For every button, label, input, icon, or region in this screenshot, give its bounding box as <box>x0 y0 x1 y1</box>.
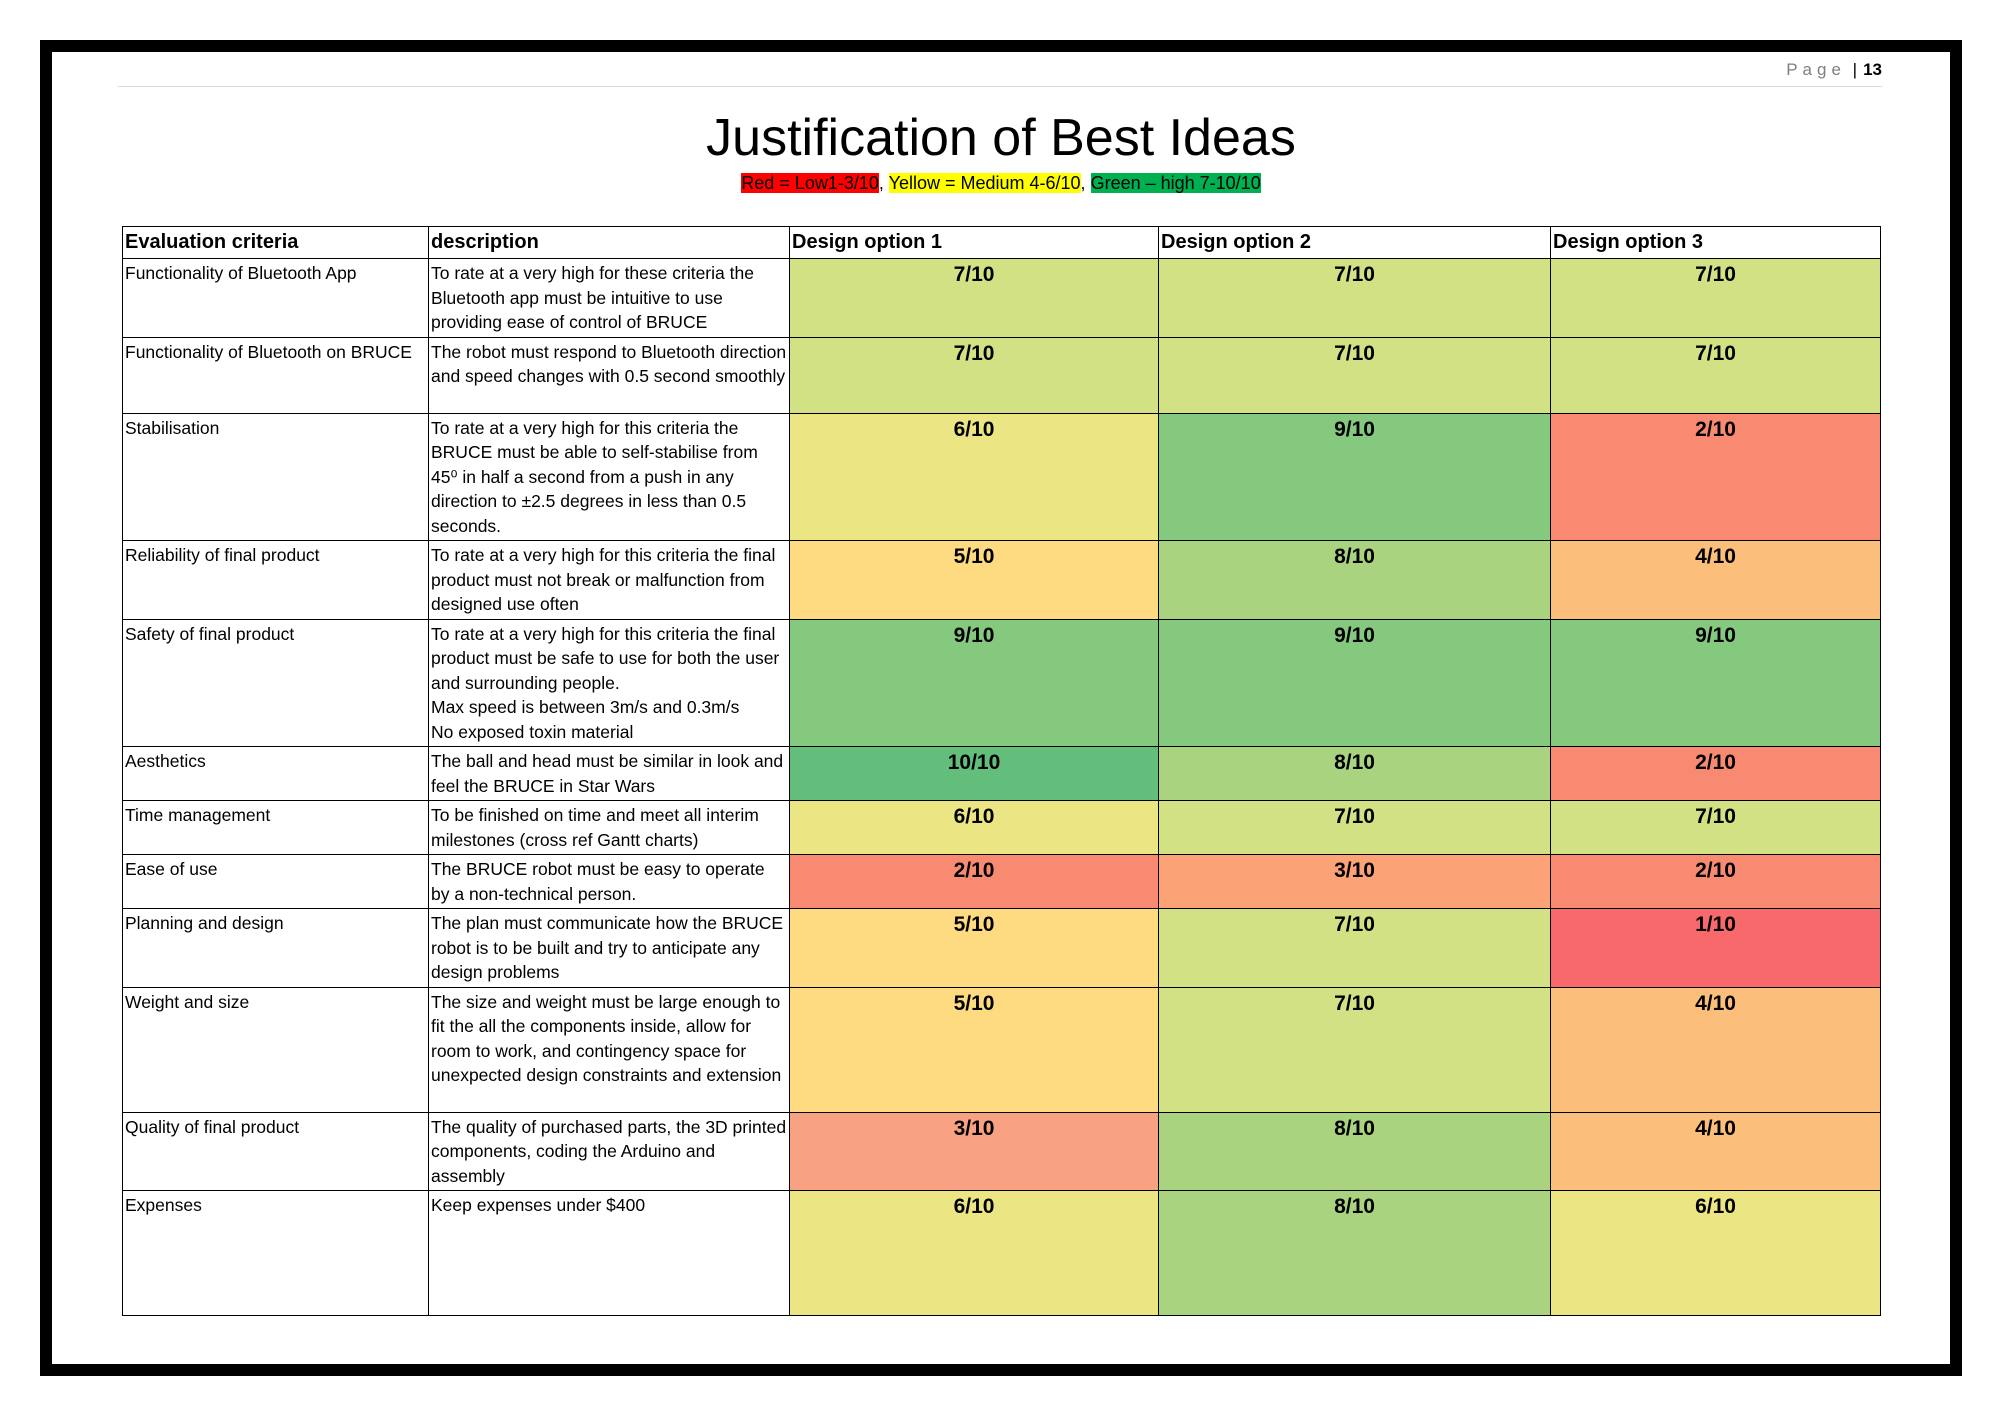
score-cell-option-1: 6/10 <box>790 413 1159 541</box>
criteria-cell: Expenses <box>123 1191 429 1316</box>
legend-comma-1: , <box>878 173 884 193</box>
criteria-cell: Aesthetics <box>123 747 429 801</box>
score-cell-option-1: 7/10 <box>790 259 1159 338</box>
evaluation-table <box>122 226 1881 1316</box>
table-row <box>123 619 1881 747</box>
description-cell: To rate at a very high for this criteria the final product must not break or malfunction from designed use often <box>429 541 790 620</box>
score-cell-option-1: 6/10 <box>790 1191 1159 1316</box>
score-cell-option-2: 8/10 <box>1159 541 1551 620</box>
color-legend <box>0 173 2002 194</box>
score-cell-option-3: 9/10 <box>1551 619 1881 747</box>
score-cell-option-3: 4/10 <box>1551 987 1881 1112</box>
legend-comma-2: , <box>1080 173 1086 193</box>
score-cell-option-1: 10/10 <box>790 747 1159 801</box>
score-cell-option-3: 4/10 <box>1551 541 1881 620</box>
criteria-cell: Functionality of Bluetooth App <box>123 259 429 338</box>
score-cell-option-2: 7/10 <box>1159 987 1551 1112</box>
score-cell-option-2: 7/10 <box>1159 801 1551 855</box>
table-row <box>123 541 1881 620</box>
score-cell-option-2: 7/10 <box>1159 259 1551 338</box>
criteria-cell: Safety of final product <box>123 619 429 747</box>
description-cell: To rate at a very high for this criteria the BRUCE must be able to self-stabilise from 45⁰ in half a second from a push in any direction to ±2.5 degrees in less than 0.5 seconds. <box>429 413 790 541</box>
description-cell: The size and weight must be large enough to fit the all the components inside, allow for room to work, and contingency space for unexpected design constraints and extension <box>429 987 790 1112</box>
table-row <box>123 1191 1881 1316</box>
table-row <box>123 747 1881 801</box>
table-row <box>123 1112 1881 1191</box>
header-design-option-2: Design option 2 <box>1159 227 1551 259</box>
description-cell: To be finished on time and meet all interim milestones (cross ref Gantt charts) <box>429 801 790 855</box>
legend-yellow: Yellow = Medium 4-6/10 <box>888 173 1081 193</box>
score-cell-option-2: 7/10 <box>1159 337 1551 413</box>
page-separator: | <box>1852 60 1858 79</box>
table-row <box>123 987 1881 1112</box>
score-cell-option-3: 7/10 <box>1551 801 1881 855</box>
description-cell: The BRUCE robot must be easy to operate by a non-technical person. <box>429 855 790 909</box>
legend-red: Red = Low1-3/10 <box>741 173 879 193</box>
legend-green: Green – high 7-10/10 <box>1090 173 1261 193</box>
table-row <box>123 855 1881 909</box>
description-cell: To rate at a very high for these criteria the Bluetooth app must be intuitive to use providing ease of control of BRUCE <box>429 259 790 338</box>
header-description: description <box>429 227 790 259</box>
criteria-cell: Planning and design <box>123 909 429 988</box>
table-row <box>123 909 1881 988</box>
score-cell-option-3: 2/10 <box>1551 855 1881 909</box>
document-title: Justification of Best Ideas <box>706 109 1296 167</box>
page-header <box>118 60 1882 87</box>
score-cell-option-3: 6/10 <box>1551 1191 1881 1316</box>
score-cell-option-2: 9/10 <box>1159 413 1551 541</box>
score-cell-option-2: 9/10 <box>1159 619 1551 747</box>
header-evaluation-criteria: Evaluation criteria <box>123 227 429 259</box>
description-cell: The plan must communicate how the BRUCE robot is to be built and try to anticipate any design problems <box>429 909 790 988</box>
header-design-option-3: Design option 3 <box>1551 227 1881 259</box>
score-cell-option-1: 9/10 <box>790 619 1159 747</box>
score-cell-option-2: 7/10 <box>1159 909 1551 988</box>
table-row <box>123 337 1881 413</box>
description-cell: To rate at a very high for this criteria the final product must be safe to use for both the user and surrounding people. Max speed is between 3m/s and 0.3m/s No exposed toxin material <box>429 619 790 747</box>
score-cell-option-3: 7/10 <box>1551 259 1881 338</box>
page-number: 13 <box>1863 60 1882 79</box>
score-cell-option-2: 8/10 <box>1159 1112 1551 1191</box>
description-cell: Keep expenses under $400 <box>429 1191 790 1316</box>
score-cell-option-1: 5/10 <box>790 909 1159 988</box>
criteria-cell: Weight and size <box>123 987 429 1112</box>
score-cell-option-3: 1/10 <box>1551 909 1881 988</box>
score-cell-option-3: 4/10 <box>1551 1112 1881 1191</box>
description-cell: The quality of purchased parts, the 3D printed components, coding the Arduino and assembly <box>429 1112 790 1191</box>
criteria-cell: Ease of use <box>123 855 429 909</box>
score-cell-option-2: 8/10 <box>1159 1191 1551 1316</box>
criteria-cell: Stabilisation <box>123 413 429 541</box>
score-cell-option-2: 8/10 <box>1159 747 1551 801</box>
description-cell: The robot must respond to Bluetooth direction and speed changes with 0.5 second smoothly <box>429 337 790 413</box>
score-cell-option-1: 5/10 <box>790 541 1159 620</box>
criteria-cell: Functionality of Bluetooth on BRUCE <box>123 337 429 413</box>
score-cell-option-1: 3/10 <box>790 1112 1159 1191</box>
table-row <box>123 801 1881 855</box>
score-cell-option-1: 2/10 <box>790 855 1159 909</box>
score-cell-option-1: 7/10 <box>790 337 1159 413</box>
score-cell-option-3: 2/10 <box>1551 747 1881 801</box>
score-cell-option-3: 2/10 <box>1551 413 1881 541</box>
table-row <box>123 259 1881 338</box>
score-cell-option-3: 7/10 <box>1551 337 1881 413</box>
header-design-option-1: Design option 1 <box>790 227 1159 259</box>
table-header-row <box>123 227 1881 259</box>
score-cell-option-1: 5/10 <box>790 987 1159 1112</box>
criteria-cell: Quality of final product <box>123 1112 429 1191</box>
description-cell: The ball and head must be similar in look and feel the BRUCE in Star Wars <box>429 747 790 801</box>
score-cell-option-2: 3/10 <box>1159 855 1551 909</box>
page-label: Page <box>1786 60 1846 79</box>
score-cell-option-1: 6/10 <box>790 801 1159 855</box>
table-row <box>123 413 1881 541</box>
criteria-cell: Reliability of final product <box>123 541 429 620</box>
criteria-cell: Time management <box>123 801 429 855</box>
